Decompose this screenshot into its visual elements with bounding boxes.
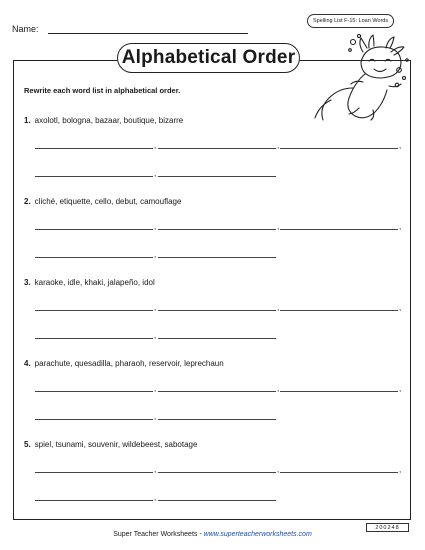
comma-separator: ,: [399, 465, 402, 474]
comma-separator: ,: [154, 303, 157, 312]
answer-blank[interactable]: [280, 310, 398, 311]
footer-url[interactable]: www.superteacherworksheets.com: [203, 531, 312, 538]
comma-separator: ,: [154, 141, 157, 150]
worksheet-code: 200248: [366, 523, 409, 532]
answer-blank[interactable]: [158, 419, 276, 420]
answer-blank[interactable]: [35, 176, 153, 177]
question-1: [24, 116, 183, 125]
answer-blank[interactable]: [280, 391, 398, 392]
footer-brand: Super Teacher Worksheets -: [113, 531, 204, 538]
question-words: cliché, etiquette, cello, debut, camouflage: [34, 197, 182, 206]
comma-separator: ,: [399, 384, 402, 393]
answer-blank[interactable]: [35, 419, 153, 420]
comma-separator: ,: [154, 493, 157, 502]
page-title: Alphabetical Order: [117, 43, 300, 73]
comma-separator: ,: [154, 331, 157, 340]
comma-separator: ,: [277, 141, 280, 150]
name-label: Name:: [12, 24, 39, 34]
question-number: 3.: [24, 278, 31, 287]
comma-separator: ,: [154, 412, 157, 421]
answer-blank[interactable]: [158, 391, 276, 392]
answer-blank[interactable]: [35, 391, 153, 392]
axolotl-icon: [303, 30, 413, 125]
comma-separator: ,: [277, 465, 280, 474]
comma-separator: ,: [154, 384, 157, 393]
question-number: 4.: [24, 359, 31, 368]
answer-blank[interactable]: [280, 148, 398, 149]
question-number: 1.: [24, 116, 31, 125]
name-field[interactable]: [48, 33, 248, 34]
comma-separator: ,: [399, 303, 402, 312]
question-3: [24, 278, 155, 287]
question-words: axolotl, bologna, bazaar, boutique, bizarre: [34, 116, 184, 125]
question-number: 5.: [24, 440, 31, 449]
question-number: 2.: [24, 197, 31, 206]
comma-separator: ,: [154, 250, 157, 259]
instructions-text: Rewrite each word list in alphabetical order.: [24, 86, 181, 95]
question-2: [24, 197, 181, 206]
answer-blank[interactable]: [158, 176, 276, 177]
comma-separator: ,: [154, 465, 157, 474]
answer-blank[interactable]: [158, 338, 276, 339]
answer-blank[interactable]: [158, 310, 276, 311]
question-words: karaoke, idle, khaki, jalapeño, idol: [34, 278, 155, 287]
comma-separator: ,: [277, 384, 280, 393]
answer-blank[interactable]: [158, 472, 276, 473]
answer-blank[interactable]: [35, 500, 153, 501]
comma-separator: ,: [277, 303, 280, 312]
answer-blank[interactable]: [35, 148, 153, 149]
answer-blank[interactable]: [158, 229, 276, 230]
question-5: [24, 440, 197, 449]
answer-blank[interactable]: [35, 257, 153, 258]
comma-separator: ,: [399, 141, 402, 150]
question-words: parachute, quesadilla, pharaoh, reservoir, leprechaun: [34, 359, 224, 368]
question-words: spiel, tsunami, souvenir, wildebeest, sabotage: [34, 440, 198, 449]
comma-separator: ,: [399, 222, 402, 231]
comma-separator: ,: [277, 222, 280, 231]
spelling-list-badge: Spelling List F-15: Loan Words: [307, 14, 394, 28]
answer-blank[interactable]: [35, 229, 153, 230]
answer-blank[interactable]: [35, 472, 153, 473]
answer-blank[interactable]: [280, 472, 398, 473]
question-4: [24, 359, 224, 368]
answer-blank[interactable]: [35, 310, 153, 311]
answer-blank[interactable]: [158, 148, 276, 149]
answer-blank[interactable]: [280, 229, 398, 230]
comma-separator: ,: [154, 222, 157, 231]
comma-separator: ,: [154, 169, 157, 178]
answer-blank[interactable]: [35, 338, 153, 339]
footer: [0, 531, 425, 538]
worksheet-frame: [13, 60, 411, 520]
answer-blank[interactable]: [158, 500, 276, 501]
answer-blank[interactable]: [158, 257, 276, 258]
